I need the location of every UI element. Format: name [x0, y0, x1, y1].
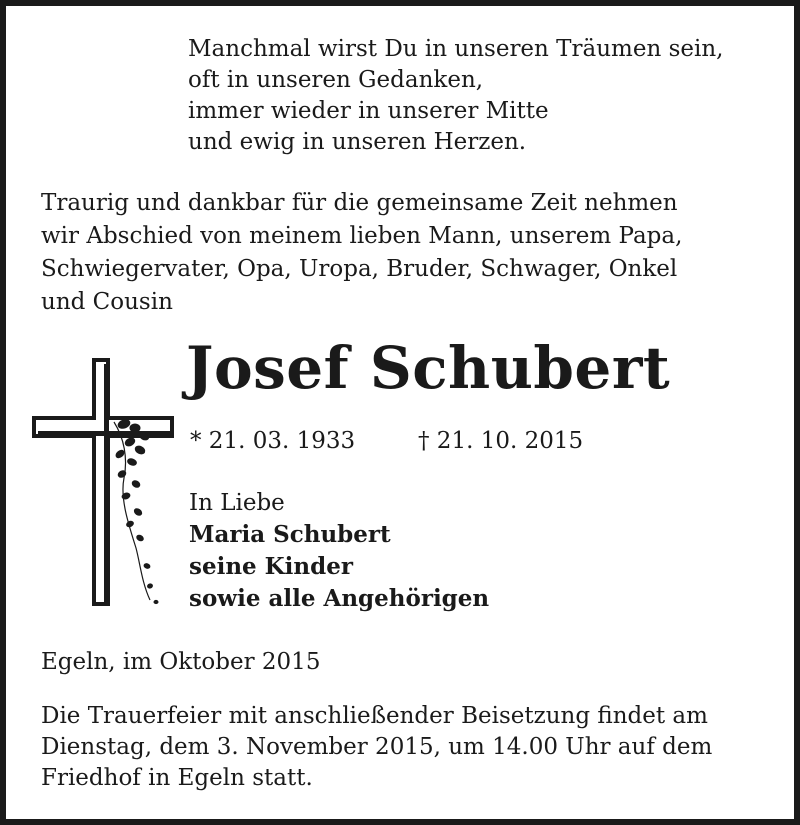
notice-line: Die Trauerfeier mit anschließender Beisetzung findet am [41, 703, 708, 729]
notice-line: Dienstag, dem 3. November 2015, um 14.00 Uhr auf dem [41, 734, 713, 760]
place-and-date: Egeln, im Oktober 2015 [41, 649, 321, 675]
notice-line: Friedhof in Egeln statt. [41, 765, 313, 791]
intro-line: Schwiegervater, Opa, Uropa, Bruder, Schwager, Onkel [41, 256, 678, 282]
signer-name: seine Kinder [189, 553, 353, 580]
poem-line: und ewig in unseren Herzen. [188, 129, 527, 155]
intro-text [41, 187, 682, 319]
birth-date: * 21. 03. 1933 [190, 428, 356, 454]
intro-line: und Cousin [41, 289, 173, 315]
poem [188, 34, 723, 158]
signer-name: Maria Schubert [189, 521, 391, 548]
poem-line: Manchmal wirst Du in unseren Träumen sein, [188, 36, 724, 62]
funeral-notice [41, 701, 712, 794]
cross-with-ivy-icon [32, 358, 177, 608]
signer-name: sowie alle Angehörigen [189, 585, 490, 612]
intro-line: wir Abschied von meinem lieben Mann, unserem Papa, [41, 223, 683, 249]
signers-lead: In Liebe [189, 490, 285, 516]
deceased-name: Josef Schubert [186, 334, 671, 402]
signers [189, 487, 489, 615]
poem-line: oft in unseren Gedanken, [188, 67, 484, 93]
poem-line: immer wieder in unserer Mitte [188, 98, 549, 124]
intro-line: Traurig und dankbar für die gemeinsame Zeit nehmen [41, 190, 678, 216]
death-date: † 21. 10. 2015 [418, 428, 584, 454]
